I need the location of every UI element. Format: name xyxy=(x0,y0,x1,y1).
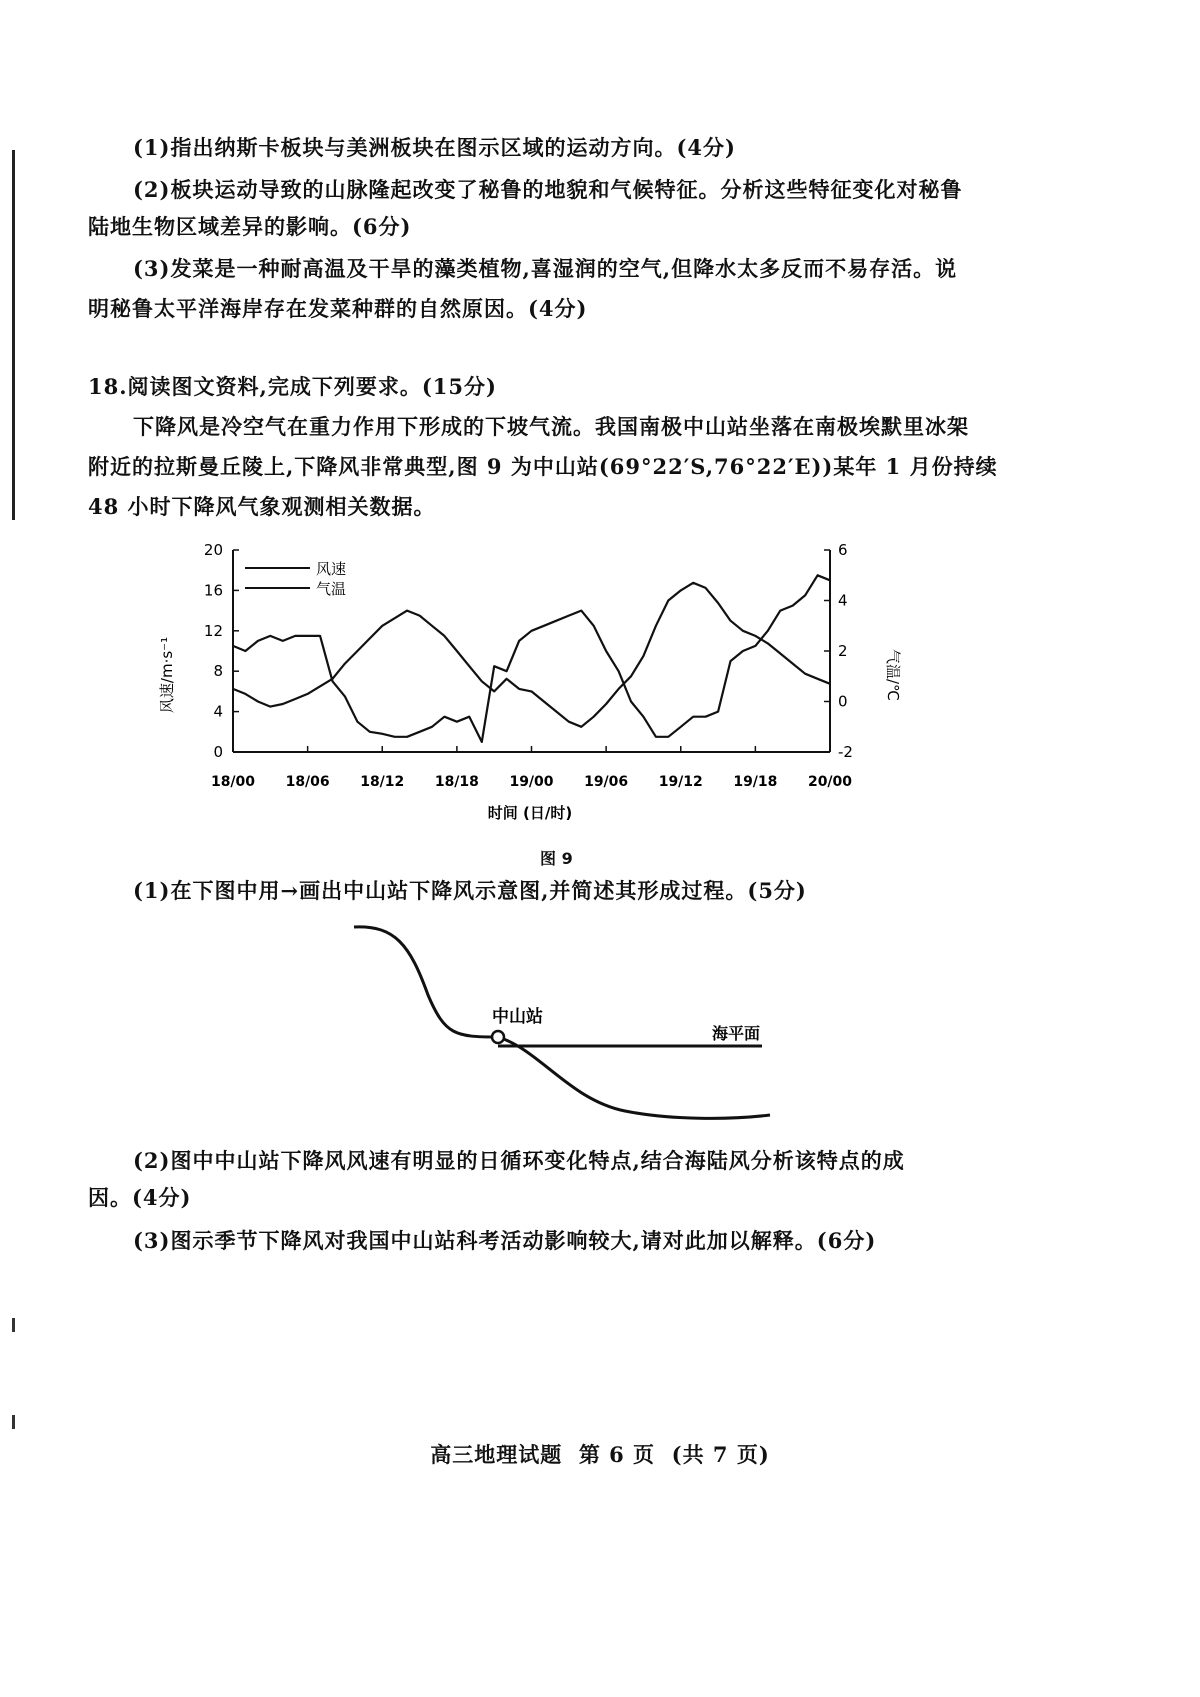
katabatic-wind-diagram[interactable] xyxy=(340,915,790,1140)
figure-9-caption: 图 9 xyxy=(540,849,573,868)
q17-part3-line2: 明秘鲁太平洋海岸存在发菜种群的自然原因。(4分) xyxy=(88,296,588,321)
q17-part2-line2: 陆地生物区域差异的影响。(6分) xyxy=(88,214,412,239)
y-axis-label-right: 气温/℃ xyxy=(884,649,902,701)
terrain-profile-line xyxy=(354,927,770,1118)
x-tick-label: 19/06 xyxy=(584,774,629,790)
x-tick-label: 18/18 xyxy=(434,774,479,790)
q18-sub2-line1: (2)图中中山站下降风风速有明显的日循环变化特点,结合海陆风分析该特点的成 xyxy=(133,1148,905,1173)
y-tick-label-left: 8 xyxy=(213,662,223,681)
sea-level-label: 海平面 xyxy=(712,1024,761,1043)
y-tick-label-right: 6 xyxy=(838,541,848,559)
wind-speed-line xyxy=(233,575,830,742)
x-tick-label: 19/00 xyxy=(509,774,554,790)
q18-intro-line3: 48 小时下降风气象观测相关数据。 xyxy=(88,494,436,519)
binding-margin-line xyxy=(12,150,15,520)
y-tick-label-left: 16 xyxy=(203,581,223,600)
y-tick-label-right: -2 xyxy=(838,743,853,761)
q18-intro-line2: 附近的拉斯曼丘陵上,下降风非常典型,图 9 为中山站(69°22′S,76°22′E))某年 1 月份持续 xyxy=(88,454,998,479)
x-tick-label: 18/12 xyxy=(360,774,405,790)
chart-legend xyxy=(245,560,346,598)
y-tick-label-left: 0 xyxy=(213,743,223,761)
margin-mark xyxy=(12,1318,15,1332)
q18-sub1: (1)在下图中用→画出中山站下降风示意图,并简述其形成过程。(5分) xyxy=(133,878,807,903)
q18-title: 18.阅读图文资料,完成下列要求。(15分) xyxy=(88,374,497,399)
x-tick-label: 18/06 xyxy=(285,774,330,790)
q17-part2-line1: (2)板块运动导致的山脉隆起改变了秘鲁的地貌和气候特征。分析这些特征变化对秘鲁 xyxy=(133,177,963,202)
legend-label: 风速 xyxy=(316,560,347,578)
y-tick-label-left: 12 xyxy=(203,621,223,640)
y-axis-label-left: 风速/m·s⁻¹ xyxy=(158,636,176,714)
q18-sub3: (3)图示季节下降风对我国中山站科考活动影响较大,请对此加以解释。(6分) xyxy=(133,1228,877,1253)
y-tick-label-right: 2 xyxy=(838,642,848,660)
y-tick-label-right: 0 xyxy=(838,692,848,711)
x-axis-label: 时间 (日/时) xyxy=(487,804,573,822)
x-tick-label: 20/00 xyxy=(807,774,853,790)
q17-part3-line1: (3)发菜是一种耐高温及干旱的藻类植物,喜湿润的空气,但降水太多反而不易存活。说 xyxy=(133,256,958,281)
page-footer: 高三地理试题 第 6 页 (共 7 页) xyxy=(430,1442,770,1467)
q17-part1: (1)指出纳斯卡板块与美洲板块在图示区域的运动方向。(4分) xyxy=(133,135,736,160)
x-tick-label: 19/12 xyxy=(658,774,703,790)
q18-intro-line1: 下降风是冷空气在重力作用下形成的下坡气流。我国南极中山站坐落在南极埃默里冰架 xyxy=(133,414,969,439)
x-tick-label: 18/00 xyxy=(210,774,256,790)
y-tick-label-left: 20 xyxy=(203,541,223,559)
legend-label: 气温 xyxy=(316,580,347,598)
chart-series xyxy=(233,575,830,742)
station-label: 中山站 xyxy=(492,1007,543,1027)
temperature-line xyxy=(233,583,830,727)
y-tick-label-right: 4 xyxy=(838,591,848,610)
y-tick-label-left: 4 xyxy=(213,702,223,721)
margin-mark xyxy=(12,1415,15,1429)
zhongshan-station-marker xyxy=(492,1031,504,1043)
x-tick-label: 19/18 xyxy=(733,774,778,790)
q18-sub2-line2: 因。(4分) xyxy=(88,1185,192,1210)
figure-9-chart xyxy=(150,530,910,830)
